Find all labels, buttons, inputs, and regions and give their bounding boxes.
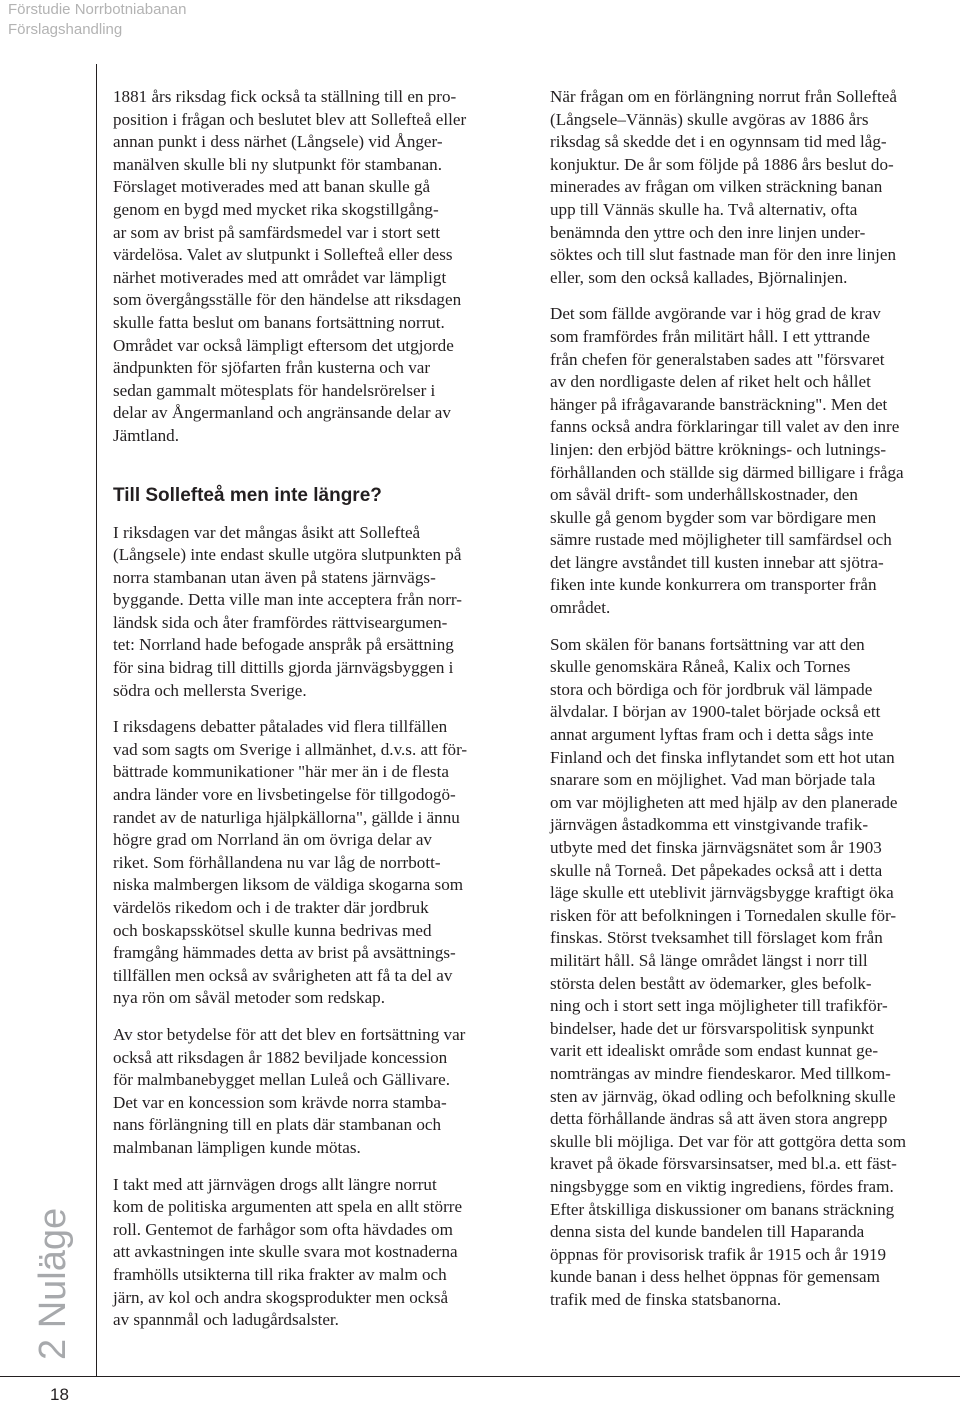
text-line: söktes och till slut fastnade man för den inre linjen xyxy=(550,245,897,265)
text-line: bättrade kommunikationer "här mer än i de flesta xyxy=(113,762,449,782)
text-line: annat argument lyftas fram och i detta sågs inte xyxy=(550,725,874,745)
text-line: hänger på ifrågavarande bansträckning". Men det xyxy=(550,394,888,414)
text-line: skulle bli möjliga. Det var för att gottgöra detta som xyxy=(550,1131,907,1151)
text-line: området. xyxy=(550,598,611,618)
text-line: finskas. Störst tveksamhet till förslaget kom från xyxy=(550,928,883,948)
text-line: skulle nå Torneå. Det påpekades också att i detta xyxy=(550,860,883,880)
text-column-right xyxy=(550,86,960,1325)
paragraph xyxy=(550,634,960,1312)
text-line: järn, av kol och andra skogsprodukter men också xyxy=(113,1287,449,1307)
text-line: av spannmål och ladugårdsalster. xyxy=(113,1310,339,1330)
paragraph xyxy=(113,716,528,1010)
text-line: Jämtland. xyxy=(113,425,179,445)
text-line: Finland och det finska inflytandet som ett hot utan xyxy=(550,747,895,767)
text-line: När frågan om en förlängning norrut från Sollefteå xyxy=(550,87,897,106)
text-line: Området var också lämpligt eftersom det utgjorde xyxy=(113,335,454,355)
text-line: genom en bygd med mycket rika skogstillgång- xyxy=(113,199,439,219)
text-line: förhållanden och ställde sig därmed billigare i fråga xyxy=(550,462,904,482)
paragraph xyxy=(113,1174,528,1332)
text-line: niska malmbergen liksom de väldiga skogarna som xyxy=(113,875,464,895)
text-line: älvdalar. I början av 1900-talet började också ett xyxy=(550,702,881,722)
text-line: järnvägen åstadkomma ett vinstgivande trafik- xyxy=(550,815,869,835)
paragraph xyxy=(550,86,960,289)
text-line: nans förlängning till en plats där stambanan och xyxy=(113,1115,442,1135)
text-line: ländsk sida och åter framfördes rättviseargumen- xyxy=(113,612,448,632)
text-line: (Långsele) inte endast skulle utgöra slutpunkten på xyxy=(113,545,462,565)
text-line: öppnas för provisorisk trafik år 1915 och år 1919 xyxy=(550,1244,887,1264)
text-line: skulle fatta beslut om banans fortsättning norrut. xyxy=(113,312,445,332)
text-line: Det var en koncession som krävde norra stamba- xyxy=(113,1092,447,1112)
paragraph xyxy=(113,522,528,703)
text-line: högre grad om Norrland än om övriga delar av xyxy=(113,830,432,850)
text-line: roll. Gentemot de farhågor som ofta hävdades om xyxy=(113,1219,453,1239)
text-line: att avkastningen inte skulle svara mot kostnaderna xyxy=(113,1242,458,1262)
text-line: nomträngas av mindre fiendeskaror. Med tillkom- xyxy=(550,1063,891,1083)
text-line: ning och i stort sett inga möjligheter till trafikför- xyxy=(550,996,888,1016)
text-line: södra och mellersta Sverige. xyxy=(113,680,307,700)
text-line: kom de politiska argumenten att spela en allt större xyxy=(113,1197,463,1217)
text-line: som framfördes från militärt håll. I ett yttrande xyxy=(550,326,870,346)
text-line: utbyte med det finska järnvägsnätet som år 1903 xyxy=(550,838,882,857)
text-line: värdelösa. Valet av slutpunkt i Sollefteå eller dess xyxy=(113,245,453,265)
text-line: byggande. Detta ville man inte acceptera från norr- xyxy=(113,590,462,610)
text-line: delar av Ångermanland och angränsande delar av xyxy=(113,403,451,423)
text-line: annan punkt i dess närhet (Långsele) vid Ånger- xyxy=(113,132,443,152)
text-line: eller, som den också kallades, Björnalinjen. xyxy=(550,267,848,287)
text-line: varit ett idealiskt område som endast kunnat ge- xyxy=(550,1041,879,1061)
text-line: skulle genomskära Råneå, Kalix och Tornes xyxy=(550,657,851,677)
text-line: 1881 års riksdag fick också ta ställning till en pro- xyxy=(113,87,457,106)
text-line: konjuktur. De år som följde på 1886 års beslut do- xyxy=(550,154,894,174)
text-line: upp till Vännäs skulle ha. Två alternativ, ofta xyxy=(550,199,858,219)
text-line: benämnda den yttre och den inre linjen under- xyxy=(550,222,866,242)
text-line: I riksdagens debatter påtalades vid flera tillfällen xyxy=(113,717,448,737)
text-line: randet av de naturliga hjälpkällorna", gällde i ännu xyxy=(113,807,460,827)
text-line: vad som sagts om Sverige i allmänhet, d.v.s. att för- xyxy=(113,739,468,759)
text-line: framhölls utsikterna till rika frakter av malm och xyxy=(113,1264,447,1284)
text-line: skulle gå genom bygder som var bördigare men xyxy=(550,507,877,527)
text-line: position i frågan och beslutet blev att Sollefteå eller xyxy=(113,109,467,129)
text-line: för malmbanebygget mellan Luleå och Gällivare. xyxy=(113,1070,450,1090)
text-line: risken för att befolkningen i Tornedalen skulle för- xyxy=(550,905,897,925)
text-line: I riksdagen var det mångas åsikt att Sollefteå xyxy=(113,522,421,542)
header-subtitle: Förslagshandling xyxy=(8,21,123,38)
text-line: (Långsele–Vännäs) skulle avgöras av 1886 års xyxy=(550,109,869,129)
text-line: Som skälen för banans fortsättning var att den xyxy=(550,634,865,654)
text-line: linjen: den erbjöd bättre kröknings- och lutnings- xyxy=(550,439,887,459)
chapter-tab xyxy=(8,1195,88,1360)
text-line: tet: Norrland hade befogade anspråk på ersättning xyxy=(113,635,454,655)
text-line: värdelös rikedom och i de trakter där jordbruk xyxy=(113,898,429,917)
running-header xyxy=(8,0,186,40)
header-title: Förstudie Norrbotniabanan xyxy=(8,1,187,18)
text-line: minerades av frågan om vilken sträckning banan xyxy=(550,177,883,197)
text-line: läge skulle ett uteblivit järnvägsbygge kraftigt öka xyxy=(550,883,894,903)
footer-rule xyxy=(0,1376,960,1377)
text-line: nya rön om såväl metoder som redskap. xyxy=(113,988,386,1008)
text-line: Av stor betydelse för att det blev en fortsättning var xyxy=(113,1024,466,1044)
text-line: militärt håll. Så länge området längst i norr till xyxy=(550,950,868,970)
text-line: Efter åtskilliga diskussioner om banans sträckning xyxy=(550,1199,895,1219)
text-line: malmbanan lämpligen kunde mötas. xyxy=(113,1137,361,1157)
chapter-label: 2 Nuläge xyxy=(32,1207,74,1360)
text-line: ningsbygge som en viktig ingrediens, fördes fram. xyxy=(550,1176,894,1196)
text-line: andra länder vore en livsbetingelse för tillgodogö- xyxy=(113,785,456,805)
text-line: närhet motiverades med att området var lämpligt xyxy=(113,267,447,287)
text-column-left xyxy=(113,86,528,1346)
text-line: sten av järnväg, ökad odling och befolkning skulle xyxy=(550,1086,896,1106)
text-line: framgång hämmades detta av brist på avsättnings- xyxy=(113,943,456,963)
text-line: trafik med de finska statsbanorna. xyxy=(550,1289,782,1309)
paragraph xyxy=(550,303,960,619)
text-line: ar som av brist på samfärdsmedel var i stort sett xyxy=(113,222,441,242)
text-line: snarare som en möjlighet. Vad man började tala xyxy=(550,770,876,790)
text-line: fiken inte kunde konkurrera om transporter från xyxy=(550,575,877,595)
paragraph xyxy=(113,86,528,448)
text-line: om var möjligheten att med hjälp av den planerade xyxy=(550,792,898,812)
text-line: riket. Som förhållandena nu var låg de norrbott- xyxy=(113,852,441,872)
text-line: bindelser, hade det ur försvarspolitisk synpunkt xyxy=(550,1018,875,1038)
text-line: ändpunkten för sjöfarten från kusterna och var xyxy=(113,358,431,378)
text-line: det längre avståndet till kusten innebar att sjötra- xyxy=(550,552,884,572)
text-line: om såväl drift- som underhållskostnader, den xyxy=(550,485,858,505)
page-number: 18 xyxy=(50,1385,69,1404)
text-line: denna sista del kunde bandelen till Haparanda xyxy=(550,1222,865,1242)
text-line: av den nordligaste delen af riket helt och hållet xyxy=(550,372,871,392)
text-line: fanns också andra förklaringar till valet av den inre xyxy=(550,417,900,437)
text-line: Det som fällde avgörande var i hög grad de krav xyxy=(550,304,881,324)
text-line: också att riksdagen år 1882 beviljade koncession xyxy=(113,1047,448,1067)
text-line: kunde banan i dess helhet öppnas för gemensam xyxy=(550,1267,880,1287)
paragraph xyxy=(113,1024,528,1160)
text-line: I takt med att järnvägen drogs allt längre norrut xyxy=(113,1174,437,1194)
text-line: som övergångsställe för den händelse att riksdagen xyxy=(113,290,462,310)
text-line: stora och bördiga och för jordbruk väl lämpade xyxy=(550,679,873,699)
text-line: riksdag så skedde det i en ogynnsam tid med låg- xyxy=(550,132,887,152)
text-line: norra stambanan utan även på statens järnvägs- xyxy=(113,567,436,587)
text-line: tillfällen men också av svårigheten att få ta del av xyxy=(113,965,453,985)
text-line: från chefen för generalstaben sades att "försvaret xyxy=(550,349,885,369)
text-line: sämre rustade med möjligheter till samfärdsel och xyxy=(550,530,892,550)
margin-rule xyxy=(96,64,97,1376)
text-line: detta förhållande ändras så att även stora angrepp xyxy=(550,1109,888,1129)
text-line: Förslaget motiverades med att banan skulle gå xyxy=(113,177,431,197)
section-heading: Till Sollefteå men inte längre? xyxy=(113,484,382,506)
text-line: största delen bestått av ödemarker, gles befolk- xyxy=(550,973,872,993)
text-line: för sina bidrag till dittills gjorda järnvägsbyggen i xyxy=(113,658,454,678)
text-line: manälven skulle bli ny slutpunkt för stambanan. xyxy=(113,154,442,174)
text-line: kravet på ökade försvarsinsatser, med bl.a. ett fäst- xyxy=(550,1154,897,1174)
text-line: och boskapsskötsel skulle kunna bedrivas med xyxy=(113,920,432,940)
text-line: sedan gammalt mötesplats för handelsrörelser i xyxy=(113,380,436,400)
